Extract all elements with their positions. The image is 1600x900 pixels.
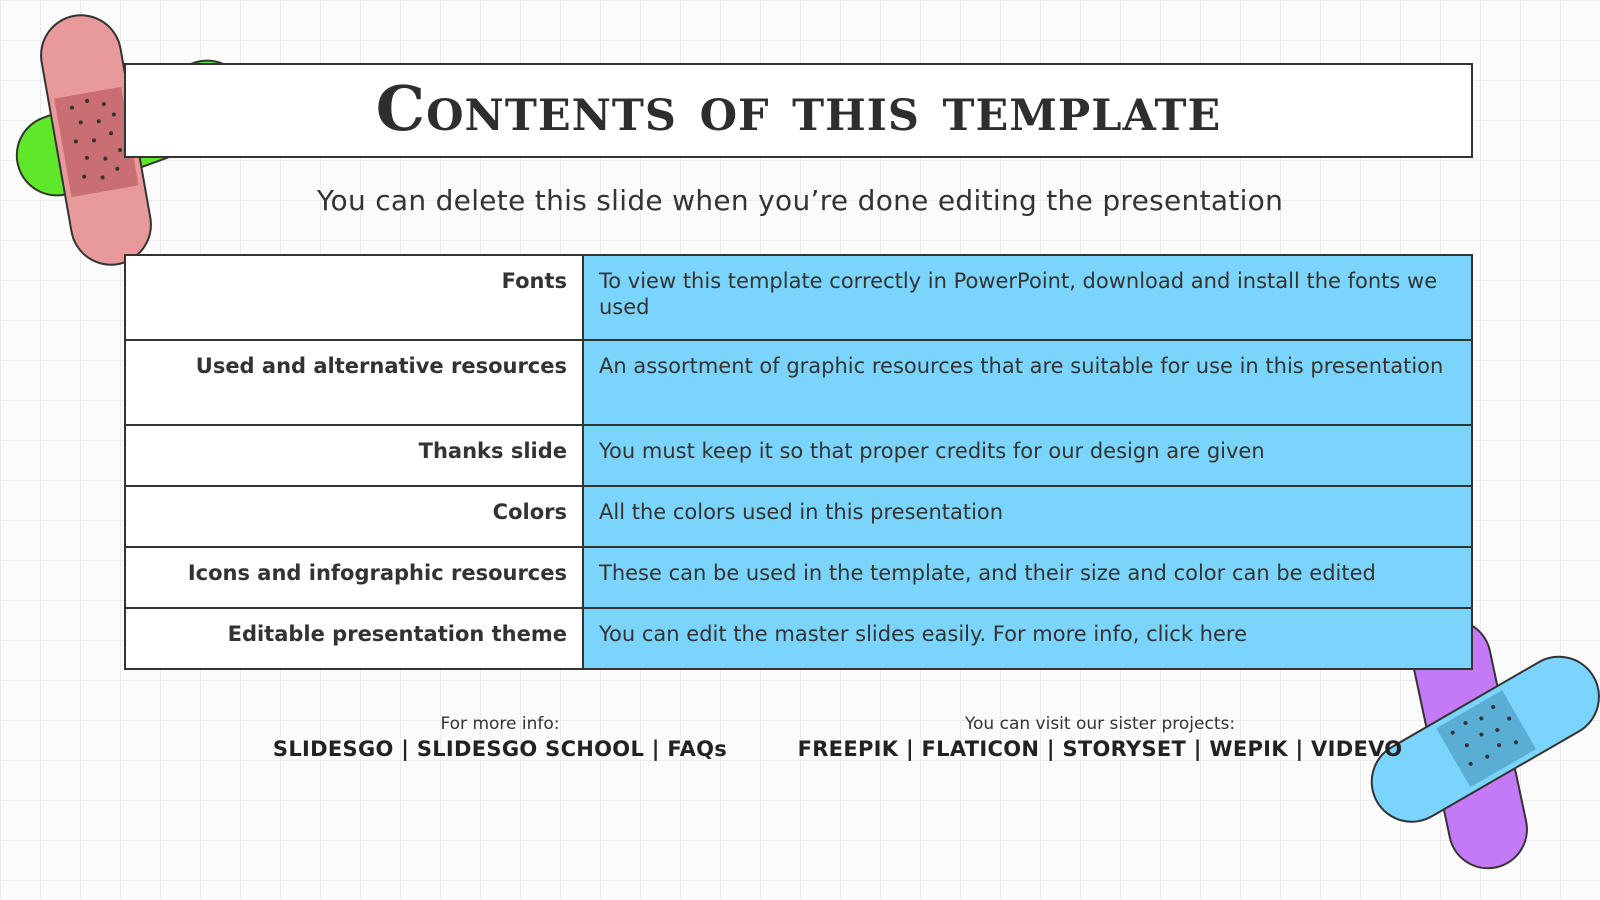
footer-sister-projects-caption: You can visit our sister projects:	[964, 714, 1236, 734]
row-description-icons: These can be used in the template, and their size and color can be edited	[583, 547, 1472, 608]
title-box	[124, 63, 1473, 158]
row-label-icons: Icons and infographic resources	[125, 547, 583, 608]
table-row	[125, 547, 1472, 608]
table-row	[125, 608, 1472, 669]
footer-sister-projects-links[interactable]: FREEPIK | FLATICON | STORYSET | WEPIK | VIDEVO	[797, 737, 1403, 761]
table-row	[125, 255, 1472, 340]
footer-sister-projects	[780, 713, 1420, 763]
row-label-colors: Colors	[125, 486, 583, 547]
row-label-thanks: Thanks slide	[125, 425, 583, 486]
table-row	[125, 340, 1472, 425]
row-description-colors: All the colors used in this presentation	[583, 486, 1472, 547]
row-description-theme: You can edit the master slides easily. For more info, click here	[583, 608, 1472, 669]
row-description-fonts: To view this template correctly in PowerPoint, download and install the fonts we used	[583, 255, 1472, 340]
row-label-theme: Editable presentation theme	[125, 608, 583, 669]
contents-table	[124, 254, 1473, 670]
footer-more-info-caption: For more info:	[440, 714, 560, 734]
footer-more-info-links[interactable]: SLIDESGO | SLIDESGO SCHOOL | FAQs	[272, 737, 728, 761]
page-subtitle: You can delete this slide when you’re done editing the presentation	[316, 184, 1284, 217]
row-label-resources: Used and alternative resources	[125, 340, 583, 425]
table-row	[125, 486, 1472, 547]
table-row	[125, 425, 1472, 486]
page-title: Contents of this template	[375, 72, 1222, 145]
row-description-thanks: You must keep it so that proper credits for our design are given	[583, 425, 1472, 486]
footer-more-info	[260, 713, 740, 763]
row-description-resources: An assortment of graphic resources that are suitable for use in this presentation	[583, 340, 1472, 425]
row-label-fonts: Fonts	[125, 255, 583, 340]
